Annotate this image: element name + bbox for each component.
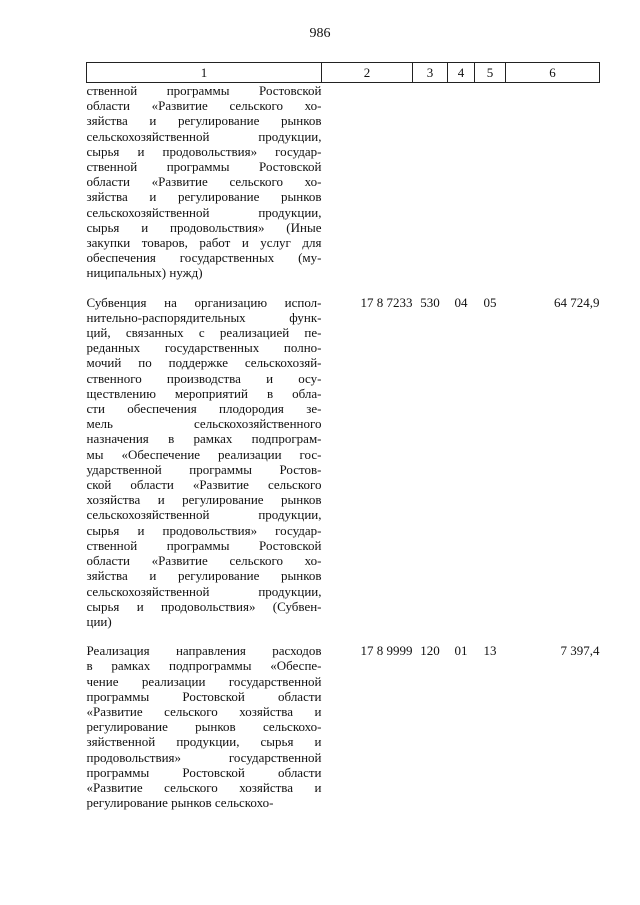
row-amount: 64 724,9: [554, 294, 600, 310]
description-line: продовольствия» государственной: [86, 749, 322, 765]
description-line: ственной программы Ростовской: [86, 83, 322, 98]
description-line: сельскохозяйственной продукции,: [86, 583, 322, 599]
row-subsection: 05: [483, 294, 497, 310]
description-line: сельскохозяйственной продукции,: [86, 507, 322, 523]
row-target-code: 17 8 7233: [360, 294, 413, 310]
description-line: ской области «Развитие сельского: [86, 477, 322, 493]
description-line: зяйства и регулирование рынков: [86, 113, 322, 129]
description-line: в рамках подпрограммы «Обеспе-: [86, 658, 322, 674]
description-line: ственной программы Ростовской: [86, 159, 322, 175]
description-line: ственного производства и осу-: [86, 370, 322, 386]
description-line: зяйства и регулирование рынков: [86, 568, 322, 584]
row-description: [87, 643, 322, 810]
budget-table: [86, 62, 600, 810]
description-line: мочий по поддержке сельскохозяй-: [86, 355, 322, 371]
description-line: ударственной программы Ростов-: [86, 461, 322, 477]
description-line: сельскохозяйственной продукции,: [86, 204, 322, 220]
table-row: [87, 643, 600, 810]
row-description: [87, 295, 322, 629]
description-line: реданных государственных полно-: [86, 340, 322, 356]
description-line: хозяйства и регулирование рынков: [86, 492, 322, 508]
row-target-code: [322, 83, 413, 281]
description-line: сырья и продовольствия» государ-: [86, 143, 322, 159]
description-line: регулирование рынков сельскохо-: [86, 795, 274, 811]
description-line: ществлению мероприятий в обла-: [86, 385, 322, 401]
header-col-2: 2: [322, 63, 413, 83]
description-line: Субвенция на организацию испол-: [86, 294, 322, 310]
header-col-1: 1: [87, 63, 322, 83]
description-line: сти обеспечения плодородия зе-: [86, 401, 322, 417]
description-line: назначения в рамках подпрограм-: [86, 431, 322, 447]
description-line: ниципальных) нужд): [86, 265, 203, 281]
description-line: сырья и продовольствия» (Субвен-: [86, 598, 322, 614]
row-target-code: 17 8 9999: [360, 643, 413, 659]
description-line: сельскохозяйственной продукции,: [86, 128, 322, 144]
header-col-5: 5: [475, 63, 506, 83]
row-section: [448, 83, 475, 281]
description-line: ции): [86, 613, 112, 629]
page-number: 986: [309, 26, 331, 41]
description-line: регулирование рынков сельскохо-: [86, 719, 322, 735]
row-spacer: [87, 629, 600, 643]
row-subsection: 13: [483, 643, 497, 659]
row-spacer-cell: [87, 281, 600, 295]
table-row: [87, 295, 600, 629]
description-line: «Развитие сельского хозяйства и: [86, 703, 322, 719]
description-line: области «Развитие сельского хо-: [86, 174, 322, 190]
description-line: сырья и продовольствия» (Иные: [86, 219, 322, 235]
table-body: [87, 83, 600, 811]
description-line: мы «Обеспечение реализации гос-: [86, 446, 322, 462]
header-col-4: 4: [448, 63, 475, 83]
description-line: области «Развитие сельского хо-: [86, 98, 322, 114]
description-line: ций, связанных с реализацией пе-: [86, 325, 322, 341]
row-expense-type: 530: [420, 294, 440, 310]
description-line: обеспечения государственных (му-: [86, 250, 322, 266]
description-line: закупки товаров, работ и услуг для: [86, 235, 322, 251]
header-col-3: 3: [413, 63, 448, 83]
description-line: мель сельскохозяйственного: [86, 416, 322, 432]
description-line: ственной программы Ростовской: [86, 537, 322, 553]
row-amount: [506, 83, 600, 281]
row-subsection: [475, 83, 506, 281]
row-spacer-cell: [87, 629, 600, 643]
description-line: нительно-распорядительных функ-: [86, 309, 322, 325]
row-amount: 7 397,4: [560, 643, 600, 659]
description-line: области «Развитие сельского хо-: [86, 553, 322, 569]
description-line: зяйства и регулирование рынков: [86, 189, 322, 205]
description-line: сырья и продовольствия» государ-: [86, 522, 322, 538]
row-expense-type: [413, 83, 448, 281]
description-line: Реализация направления расходов: [86, 643, 322, 659]
row-description: [87, 83, 322, 281]
row-spacer: [87, 281, 600, 295]
description-line: программы Ростовской области: [86, 688, 322, 704]
table-header: [87, 63, 600, 83]
description-line: чение реализации государственной: [86, 673, 322, 689]
table-row: [87, 83, 600, 281]
header-col-6: 6: [506, 63, 600, 83]
row-section: 04: [454, 294, 468, 310]
row-section: 01: [454, 643, 468, 659]
description-line: «Развитие сельского хозяйства и: [86, 779, 322, 795]
header-row: [87, 63, 600, 83]
description-line: программы Ростовской области: [86, 764, 322, 780]
description-line: зяйственной продукции, сырья и: [86, 734, 322, 750]
row-expense-type: 120: [420, 643, 440, 659]
